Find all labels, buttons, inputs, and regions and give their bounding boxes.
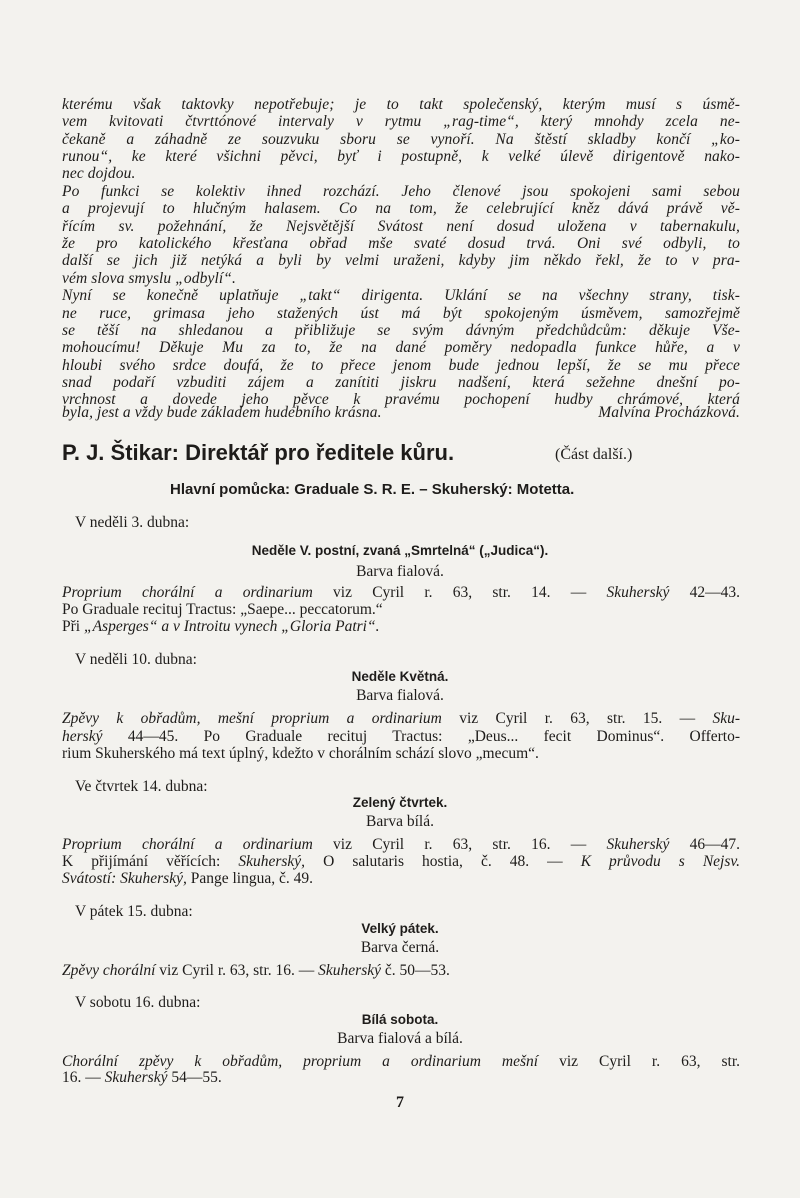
feast-name: Neděle Květná. — [351, 669, 449, 684]
text-line — [62, 870, 740, 888]
text-italic: Skuherský — [606, 836, 670, 853]
text-italic: Sku- — [712, 710, 741, 727]
text-line: Po Graduale recituj Tractus: „Saepe... peccatorum.“ — [62, 601, 383, 618]
text-line — [62, 853, 740, 871]
liturgical-color: Barva bílá. — [365, 813, 434, 830]
text-italic: Zpěvy k obřadům, mešní proprium a ordinarium — [62, 710, 442, 727]
text-line: Po funkci se kolektiv ihned rozchází. Jeho členové jsou spokojeni sami sebou — [62, 183, 740, 200]
day-heading: V pátek 15. dubna: — [75, 903, 193, 920]
text-span: 46—47. — [669, 836, 740, 853]
text-line: že pro katolického křesťana obřad mše svaté dosud trvá. Oni své odbyli, to — [62, 235, 740, 252]
text-line — [62, 1069, 740, 1087]
text-italic: K průvodu s Nejsv. — [580, 853, 740, 870]
text-italic: herský — [62, 728, 103, 745]
text-line — [62, 584, 740, 602]
text-italic: Skuherský, — [238, 853, 306, 870]
text-line — [62, 728, 740, 746]
text-line: nec dojdou. — [62, 165, 136, 182]
day-heading: Ve čtvrtek 14. dubna: — [75, 778, 208, 795]
text-line: kterému však taktovky nepotřebuje; je to takt společenský, kterým musí s úsmě- — [62, 96, 740, 113]
text-line: mohoucímu! Děkuje Mu za to, že na dané poměry nedopadla funkce hůře, a v — [62, 339, 740, 356]
text-italic: Zpěvy chorální — [62, 962, 156, 979]
text-span: viz Cyril r. 63, str. 14. — — [312, 584, 607, 601]
liturgical-color: Barva černá. — [360, 939, 440, 956]
day-heading: V neděli 10. dubna: — [75, 651, 197, 668]
text-italic: Chorální zpěvy k obřadům, proprium a ordinarium mešní — [62, 1053, 539, 1070]
liturgical-color: Barva fialová a bílá. — [337, 1030, 463, 1047]
text-italic: Skuherský — [606, 584, 670, 601]
text-italic: „Asperges“ a v Introitu vynech „Gloria Patri“. — [83, 618, 380, 635]
text-line: řícím sv. požehnání, že Nejsvětější Svátost není dosud uložena v tabernakulu, — [62, 218, 740, 235]
text-line: ne ruce, grimasa jeho stažených úst má být spokojeným úsměvem, samozřejmě — [62, 305, 740, 322]
text-line: byla, jest a vždy bude základem hudebního krásna. — [62, 404, 382, 421]
text-span: viz Cyril r. 63, str. — [538, 1053, 740, 1070]
continuation-note: (Část další.) — [555, 446, 633, 463]
feast-name: Bílá sobota. — [361, 1012, 439, 1027]
text-line — [62, 836, 740, 854]
page-number: 7 — [396, 1094, 404, 1111]
text-span: viz Cyril r. 63, str. 16. — — [312, 836, 607, 853]
text-span: 16. — — [62, 1069, 105, 1086]
text-line: runou“, ke které všichni pěvci, byť i postupně, k velké úlevě dirigentově nako- — [62, 148, 740, 165]
text-line — [62, 618, 740, 636]
liturgical-color: Barva fialová. — [356, 563, 444, 580]
text-line: a projevují to hlučným halasem. Co na tom, že celebrující kněz dává právě vě- — [62, 200, 740, 217]
text-span: viz Cyril r. 63, str. 15. — — [441, 710, 713, 727]
text-line: rium Skuherského má text úplný, kdežto v chorálním schází slovo „mecum“. — [62, 745, 539, 762]
text-span: 44—45. Po Graduale recituj Tractus: „Deus... fecit Dominus“. Offerto- — [102, 728, 740, 745]
text-span: 54—55. — [167, 1069, 222, 1086]
text-line: čekaně a záhadně ze souzvuku sboru se vynoří. Na štěstí skladby končí „ko- — [62, 131, 740, 148]
text-italic: Skuherský — [104, 1069, 168, 1086]
feast-name: Neděle V. postní, zvaná „Smrtelná“ („Judica“). — [251, 543, 549, 558]
liturgical-color: Barva fialová. — [356, 687, 444, 704]
text-italic: Svátostí: Skuherský, — [62, 870, 187, 887]
text-span: 42—43. — [669, 584, 740, 601]
text-line: snad podaří vzbuditi zájem a zanítiti jiskru nadšení, která sežehne dnešní po- — [62, 374, 740, 391]
text-span: O salutaris hostia, č. 48. — — [305, 853, 581, 870]
feast-name: Velký pátek. — [361, 921, 439, 936]
text-line: vém slova smyslu „odbylí“. — [62, 270, 236, 287]
text-italic: Skuherský — [318, 962, 382, 979]
text-line: Nyní se konečně uplatňuje „takt“ dirigenta. Uklání se na všechny strany, tisk- — [62, 287, 740, 304]
text-span: K přijímání věřících: — [62, 853, 239, 870]
text-line: hloubi svého srdce doufá, že to přece jenom bude jednou lepší, že se mu přece — [62, 357, 740, 374]
text-span: Při — [62, 618, 84, 635]
article-author: Malvína Procházková. — [598, 404, 740, 421]
text-span: č. 50—53. — [381, 962, 450, 979]
feast-name: Zelený čtvrtek. — [352, 795, 448, 810]
section-title: P. J. Štikar: Direktář pro ředitele kůru. — [62, 440, 455, 465]
day-heading: V neděli 3. dubna: — [75, 514, 190, 531]
text-span: viz Cyril r. 63, str. 16. — — [155, 962, 319, 979]
text-italic: Proprium chorální a ordinarium — [62, 584, 313, 601]
text-span: Pange lingua, č. 49. — [186, 870, 313, 887]
text-line: další se jich již netýká a byli by velmi uraženi, kdyby jim někdo řekl, že to v pra- — [62, 252, 740, 269]
section-subtitle: Hlavní pomůcka: Graduale S. R. E. – Skuherský: Motetta. — [170, 481, 575, 498]
text-line: se těší na shledanou a přibližuje se svým dávným předchůdcům: děkuje Vše- — [62, 322, 740, 339]
text-line — [62, 710, 740, 728]
day-heading: V sobotu 16. dubna: — [75, 994, 201, 1011]
text-line: vrchnost a dovede jeho pěvce k pravému pochopení hudby chrámové, která — [62, 391, 740, 408]
text-line — [62, 962, 740, 980]
text-italic: Proprium chorální a ordinarium — [62, 836, 313, 853]
text-line: vem kvitovati čtvrttónové intervaly v rytmu „rag-time“, který mnohdy zcela ne- — [62, 113, 740, 130]
